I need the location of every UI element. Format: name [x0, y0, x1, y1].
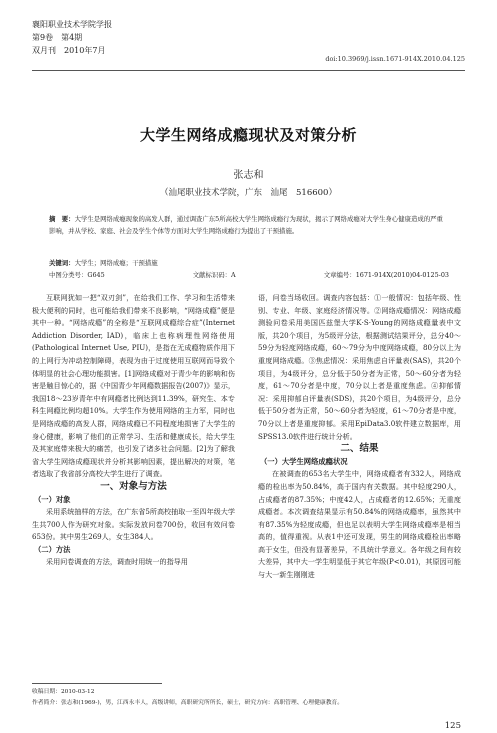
keywords-label: 关键词：	[49, 259, 75, 267]
article-title: 大学生网络成瘾现状及对策分析	[139, 126, 357, 144]
article-author: 张志和	[233, 170, 264, 181]
subsection-heading-methods: （二）方法	[34, 544, 71, 554]
classification-line	[49, 270, 449, 279]
subsection-heading-subjects: （一）对象	[34, 494, 71, 504]
abstract-label: 摘 要：	[49, 215, 75, 223]
section-heading-1: 一、对象与方法	[100, 480, 167, 492]
intro-paragraph: 互联网犹如一把“双刃剑”，在给我们工作、学习和生活带来极大便利的同时，也可能给我们带来不良影响，“网络成瘾”便是其中一种。“网络成瘾”的全称是“互联网成瘾综合症”(Internet Addiction Disorder, IAD)，临床上也称病理性网络使用(Pathological Internet Use, PIU)，是指在无成瘾物质作用下的上网行为冲动控制障碍，表现为由于过度使用互联网而导致个体明显的社会心理功能损害。[1]网络成瘾对于青少年的影响和伤害是触目惊心的，据《中国青少年网瘾数据报告(2007)》显示，我国18～23岁青年中有网瘾者比例达到11.39%，研究生、本专科生网瘾比例均超10%。大学生作为使用网络的主力军，同时也是网络成瘾的高发人群，网络成瘾已不同程度地损害了大学生的身心健康，影响了他们的正常学习、生活和健康成长，给大学生及其家庭带来极大的痛苦，也引发了诸多社会问题。[2]为了解我省大学生网络成瘾现状并分析其影响因素，提出解决的对策，笔者选取了我省部分高校大学生进行了调查。	[32, 293, 235, 479]
footnote-block	[32, 687, 465, 709]
right-column	[258, 292, 461, 582]
journal-volume: 第9卷 第4期	[32, 33, 83, 42]
left-column	[32, 292, 235, 569]
journal-name: 襄阳职业技术学院学报	[32, 20, 112, 29]
keywords-line	[49, 258, 158, 267]
methods-continued-paragraph: 语，问卷当场收回。调查内容包括：①一般情况：包括年级、性别、专业、年级、家庭经济情况等。②网络成瘾情况：网络成瘾测验问卷采用美国匹兹堡大学K·S·Young的网络成瘾量表中文版，共20个项目，为5级评分法，根据测试结果评分，总分40～59分为轻度网络成瘾，60～79分为中度网络成瘾，80分以上为重度网络成瘾。③焦虑情况：采用焦虑自评量表(SAS)，共20个项目，为4级评分，总分低于50分者为正常，50～60分者为轻度，61～70分者是中度，70分以上者是重度焦虑。④抑郁情况：采用抑郁自评量表(SDS)，共20个项目，为4级评分，总分低于50分者为正常，50～60分者为轻度，61～70分者是中度，70分以上者是重度抑郁。采用EpiData3.0软件建立数据库，用SPSS13.0软件进行统计分析。	[258, 293, 461, 441]
subjects-paragraph: 采用系统抽样的方法，在广东省5所高校抽取一至四年级大学生共700人作为研究对象。实际发放问卷700份，收回有效问卷653份。其中男生269人，女生384人。	[32, 507, 235, 542]
footnote-divider	[32, 683, 162, 684]
document-code: 文献标识码：A	[192, 271, 236, 279]
header-divider	[32, 70, 465, 71]
author-bio: 作者简介：张志和(1969-)，男，江西永丰人，高级讲师，高职研究所所长，硕士，研究方向：高职管理、心理健康教育。	[32, 700, 344, 706]
keywords-text: 大学生；网络成瘾；干预措施	[74, 259, 158, 267]
received-date: 收稿日期：2010-03-12	[32, 689, 95, 695]
clc-number: 中图分类号：G645	[49, 271, 105, 279]
doi-text: doi:10.3969/j.issn.1671-914X.2010.04.125	[325, 55, 465, 63]
article-number: 文章编号：1671-914X(2010)04-0125-03	[323, 271, 449, 279]
author-affiliation: （汕尾职业技术学院，广东 汕尾 516600）	[160, 188, 337, 198]
journal-header	[32, 18, 112, 57]
abstract-block	[49, 213, 449, 237]
page-number: 125	[444, 721, 461, 731]
section-heading-2: 二、结果	[340, 443, 379, 455]
journal-issue: 双月刊 2010年7月	[32, 46, 106, 55]
results-paragraph: 在被调查的653名大学生中，网络成瘾者有332人，网络成瘾的检出率为50.84%，高于国内有关数据。其中轻度290人，占成瘾者的87.35%；中度42人，占成瘾者的12.65%；无重度成瘾者。本次调查结果显示有50.84%的网络成瘾率，虽然其中有87.35%为轻度成瘾，但也足以表明大学生网络成瘾率是相当高的，值得重视。从表1中还可发现，男生的网络成瘾检出率略高于女生，但没有显著差异，不具统计学意义。各年级之间有较大差异，其中大一学生明显低于其它年级(P<0.01)，其原因可能与大一新生刚刚进	[258, 469, 461, 580]
abstract-text: 大学生是网络成瘾现象的高发人群，通过调查广东5所高校大学生网络成瘾行为现状，揭示了网络成瘾对大学生身心健康造成的严重影响，并从学校、家庭、社会及学生个体等方面对大学生网络成瘾行为提出了干预措施。	[49, 215, 443, 235]
subsection-heading-results: （一）大学生网络成瘾状况	[260, 456, 348, 466]
methods-paragraph: 采用问卷调查的方法，调查时用统一的指导用	[46, 557, 188, 567]
